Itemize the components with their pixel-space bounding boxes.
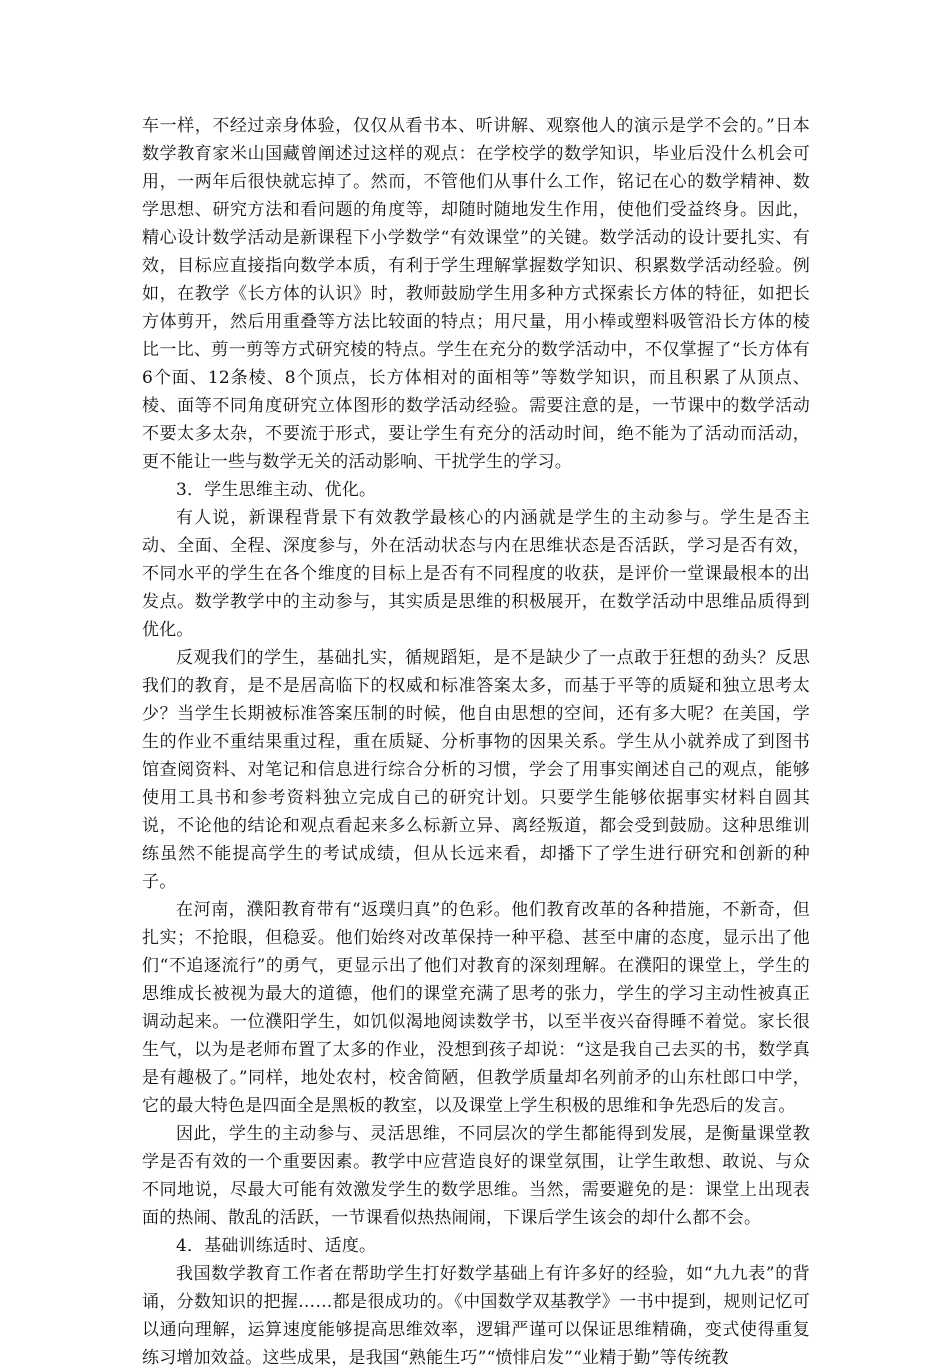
section-heading-4: 4．基础训练适时、适度。 (176, 1236, 377, 1256)
paragraph: 因此，学生的主动参与、灵活思维，不同层次的学生都能得到发展，是衡量课堂教学是否有效的一个重要因素。教学中应营造良好的课堂氛围，让学生敢想、敢说、与众不同地说，尽最大可能有效激发学生的数学思维。当然，需要避免的是：课堂上出现表面的热闹、散乱的活跃，一节课看似热热闹闹，下课后学生该会的却什么都不会。 (142, 1124, 810, 1228)
paragraph: 在河南，濮阳教育带有“返璞归真”的色彩。他们教育改革的各种措施，不新奇，但扎实；不抢眼，但稳妥。他们始终对改革保持一种平稳、甚至中庸的态度，显示出了他们“不追逐流行”的勇气，更显示出了他们对教育的深刻理解。在濮阳的课堂上，学生的思维成长被视为最大的道德，他们的课堂充满了思考的张力，学生的学习主动性被真正调动起来。一位濮阳学生，如饥似渴地阅读数学书，以至半夜兴奋得睡不着觉。家长很生气，以为是老师布置了太多的作业，没想到孩子却说：“这是我自己去买的书，数学真是有趣极了。”同样，地处农村，校舍简陋，但教学质量却名列前矛的山东杜郎口中学，它的最大特色是四面全是黑板的教室，以及课堂上学生积极的思维和争先恐后的发言。 (142, 900, 810, 1116)
paragraph: 我国数学教育工作者在帮助学生打好数学基础上有许多好的经验，如“九九表”的背诵，分数知识的把握……都是很成功的。《中国数学双基教学》一书中提到，规则记忆可以通向理解，运算速度能够提高思维效率，逻辑严谨可以保证思维精确，变式使得重复练习增加效益。这些成果，是我国“熟能生巧”“愤悱启发”“业精于勤”等传统教 (142, 1264, 810, 1368)
section-heading-3: 3．学生思维主动、优化。 (176, 480, 377, 500)
paragraph: 反观我们的学生，基础扎实，循规蹈矩，是不是缺少了一点敢于狂想的劲头？反思我们的教育，是不是居高临下的权威和标准答案太多，而基于平等的质疑和独立思考太少？当学生长期被标准答案压制的时候，他自由思想的空间，还有多大呢？在美国，学生的作业不重结果重过程，重在质疑、分析事物的因果关系。学生从小就养成了到图书馆查阅资料、对笔记和信息进行综合分析的习惯，学会了用事实阐述自己的观点，能够使用工具书和参考资料独立完成自己的研究计划。只要学生能够依据事实材料自圆其说，不论他的结论和观点看起来多么标新立异、离经叛道，都会受到鼓励。这种思维训练虽然不能提高学生的考试成绩，但从长远来看，却播下了学生进行研究和创新的种子。 (142, 648, 810, 892)
document-body (142, 112, 810, 1372)
paragraph: 有人说，新课程背景下有效教学最核心的内涵就是学生的主动参与。学生是否主动、全面、全程、深度参与，外在活动状态与内在思维状态是否活跃，学习是否有效，不同水平的学生在各个维度的目标上是否有不同程度的收获，是评价一堂课最根本的出发点。数学教学中的主动参与，其实质是思维的积极展开，在数学活动中思维品质得到优化。 (142, 508, 810, 640)
paragraph-continuation: 车一样，不经过亲身体验，仅仅从看书本、听讲解、观察他人的演示是学不会的。”日本数学教育家米山国藏曾阐述过这样的观点：在学校学的数学知识，毕业后没什么机会可用，一两年后很快就忘掉了。然而，不管他们从事什么工作，铭记在心的数学精神、数学思想、研究方法和看问题的角度等，却随时随地发生作用，使他们受益终身。因此，精心设计数学活动是新课程下小学数学“有效课堂”的关键。数学活动的设计要扎实、有效，目标应直接指向数学本质，有利于学生理解掌握数学知识、积累数学活动经验。例如，在教学《长方体的认识》时，教师鼓励学生用多种方式探索长方体的特征，如把长方体剪开，然后用重叠等方法比较面的特点；用尺量，用小棒或塑料吸管沿长方体的棱比一比、剪一剪等方式研究棱的特点。学生在充分的数学活动中，不仅掌握了“长方体有6个面、12条棱、8个顶点，长方体相对的面相等”等数学知识，而且积累了从顶点、棱、面等不同角度研究立体图形的数学活动经验。需要注意的是，一节课中的数学活动不要太多太杂，不要流于形式，要让学生有充分的活动时间，绝不能为了活动而活动，更不能让一些与数学无关的活动影响、干扰学生的学习。 (142, 116, 810, 472)
